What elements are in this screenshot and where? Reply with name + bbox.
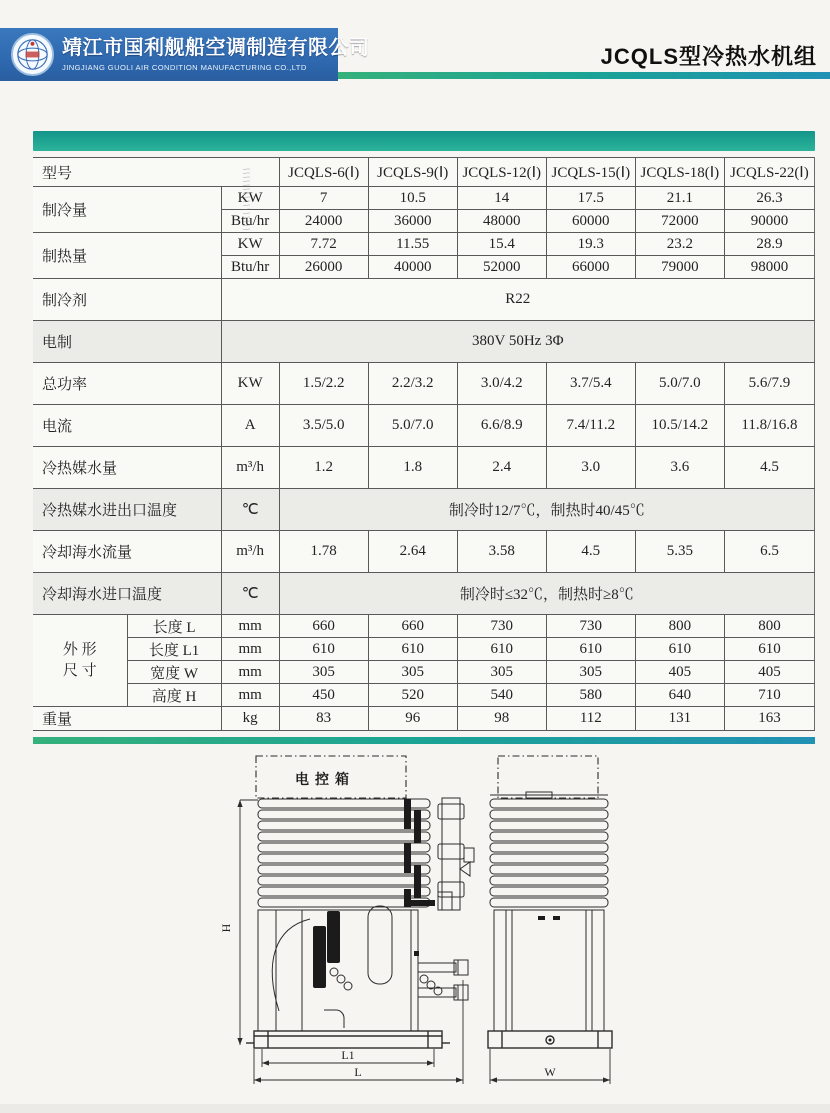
- value-cell: 4.5: [724, 447, 814, 489]
- dimension-w: [490, 1049, 610, 1084]
- page-title: JCQLS型冷热水机组: [600, 44, 817, 69]
- value-cell: R22: [221, 279, 814, 321]
- dimension-l: [254, 980, 463, 1084]
- unit-cell: kg: [221, 707, 279, 731]
- table-row-dim-w: [33, 661, 815, 684]
- value-cell: 14: [457, 187, 546, 210]
- value-cell: 710: [724, 684, 814, 707]
- table-row-refrigerant: [33, 279, 815, 321]
- sub-label: 长度 L: [127, 615, 221, 638]
- row-label: 冷却海水流量: [33, 531, 221, 573]
- value-cell: 1.5/2.2: [279, 363, 368, 405]
- value-cell: 23.2: [635, 233, 724, 256]
- table-row-water-temp: [33, 489, 815, 531]
- front-base: [246, 1031, 450, 1048]
- front-view-drawing: [219, 756, 474, 1084]
- model-header: JCQLS-12(Ⅰ): [457, 158, 546, 187]
- value-cell: 3.6: [635, 447, 724, 489]
- value-cell: 40000: [368, 256, 457, 279]
- spec-table: [33, 157, 815, 731]
- dimension-h-label: H: [219, 923, 233, 933]
- value-cell: 1.2: [279, 447, 368, 489]
- value-cell: 305: [546, 661, 635, 684]
- value-cell: 610: [368, 638, 457, 661]
- table-row-power-supply: [33, 321, 815, 363]
- value-cell: 800: [724, 615, 814, 638]
- value-cell: 5.0/7.0: [368, 405, 457, 447]
- value-cell: 15.4: [457, 233, 546, 256]
- value-cell: 5.6/7.9: [724, 363, 814, 405]
- value-cell: 380V 50Hz 3Φ: [221, 321, 814, 363]
- table-row-dim-l: [33, 615, 815, 638]
- unit-cell: A: [221, 405, 279, 447]
- row-label: [33, 615, 127, 707]
- value-cell: 制冷时≤32℃，制热时≥8℃: [279, 573, 814, 615]
- value-cell: 11.55: [368, 233, 457, 256]
- value-cell: 660: [279, 615, 368, 638]
- value-cell: 4.5: [546, 531, 635, 573]
- row-label: 冷却海水进口温度: [33, 573, 221, 615]
- value-cell: 3.0: [546, 447, 635, 489]
- unit-cell: KW: [221, 363, 279, 405]
- control-box-label: 电控箱: [295, 771, 355, 787]
- value-cell: 7.4/11.2: [546, 405, 635, 447]
- value-cell: 3.0/4.2: [457, 363, 546, 405]
- banner-text: [62, 31, 370, 72]
- value-cell: 5.35: [635, 531, 724, 573]
- pipe-fittings: [438, 798, 474, 910]
- value-cell: 66000: [546, 256, 635, 279]
- compressors: [313, 911, 419, 988]
- table-row-dim-h: [33, 684, 815, 707]
- value-cell: 26000: [279, 256, 368, 279]
- table-top-band: [33, 131, 815, 151]
- value-cell: 3.7/5.4: [546, 363, 635, 405]
- value-cell: 2.4: [457, 447, 546, 489]
- value-cell: 7: [279, 187, 368, 210]
- value-cell: 450: [279, 684, 368, 707]
- unit-cell: m³/h: [221, 531, 279, 573]
- value-cell: 610: [546, 638, 635, 661]
- side-coil-fins: [490, 792, 608, 907]
- value-cell: 7.72: [279, 233, 368, 256]
- row-label: 制热量: [33, 233, 221, 279]
- value-cell: 305: [279, 661, 368, 684]
- value-cell: 72000: [635, 210, 724, 233]
- value-cell: 52000: [457, 256, 546, 279]
- value-cell: 28.9: [724, 233, 814, 256]
- row-label: 制冷量: [33, 187, 221, 233]
- company-name-cn: 靖江市国利舰船空调制造有限公司: [62, 37, 370, 59]
- sub-label: 宽度 W: [127, 661, 221, 684]
- dim-label-line2: 尺 寸: [62, 662, 97, 679]
- value-cell: 405: [724, 661, 814, 684]
- value-cell: 520: [368, 684, 457, 707]
- value-cell: 5.0/7.0: [635, 363, 724, 405]
- value-cell: 10.5/14.2: [635, 405, 724, 447]
- value-cell: 79000: [635, 256, 724, 279]
- model-header: JCQLS-6(Ⅰ): [279, 158, 368, 187]
- unit-cell: Btu/hr: [221, 210, 279, 233]
- table-row-heating-kw: [33, 233, 815, 256]
- row-label: 制冷剂: [33, 279, 221, 321]
- unit-cell: ℃: [221, 573, 279, 615]
- value-cell: 2.64: [368, 531, 457, 573]
- row-label: 电流: [33, 405, 221, 447]
- dim-label-line1: 外 形: [62, 642, 97, 659]
- unit-cell: mm: [221, 684, 279, 707]
- table-row-seawater-temp: [33, 573, 815, 615]
- value-cell: 83: [279, 707, 368, 731]
- row-label: 电制: [33, 321, 221, 363]
- unit-cell: m³/h: [221, 447, 279, 489]
- unit-cell: KW: [221, 187, 279, 210]
- value-cell: 660: [368, 615, 457, 638]
- company-banner: [0, 28, 370, 81]
- row-label: 冷热媒水进出口温度: [33, 489, 221, 531]
- dimension-l1: [262, 1048, 434, 1067]
- side-view-drawing: [488, 756, 612, 1084]
- value-cell: 60000: [546, 210, 635, 233]
- value-cell: 24000: [279, 210, 368, 233]
- value-cell: 48000: [457, 210, 546, 233]
- table-bottom-accent: [33, 737, 815, 744]
- value-cell: 6.5: [724, 531, 814, 573]
- table-row-total-power: [33, 363, 815, 405]
- dimension-h: [219, 800, 258, 1045]
- value-cell: 610: [457, 638, 546, 661]
- value-cell: 制冷时12/7℃，制热时40/45℃: [279, 489, 814, 531]
- dimension-l1-label: L1: [341, 1048, 355, 1062]
- value-cell: 36000: [368, 210, 457, 233]
- table-row-model: [33, 158, 815, 187]
- value-cell: 610: [724, 638, 814, 661]
- value-cell: 2.2/3.2: [368, 363, 457, 405]
- table-row-dim-l1: [33, 638, 815, 661]
- model-header: JCQLS-15(Ⅰ): [546, 158, 635, 187]
- row-label: 冷热媒水量: [33, 447, 221, 489]
- value-cell: 1.8: [368, 447, 457, 489]
- row-label: 总功率: [33, 363, 221, 405]
- value-cell: 6.6/8.9: [457, 405, 546, 447]
- table-row-cooling-kw: [33, 187, 815, 210]
- unit-cell: mm: [221, 638, 279, 661]
- scan-artifact-mark: [243, 166, 250, 232]
- unit-cell: mm: [221, 615, 279, 638]
- side-base: [488, 1031, 612, 1048]
- unit-cell: Btu/hr: [221, 256, 279, 279]
- value-cell: 3.5/5.0: [279, 405, 368, 447]
- value-cell: 610: [279, 638, 368, 661]
- header-accent-rule: [338, 72, 830, 79]
- technical-drawing: [158, 748, 682, 1110]
- value-cell: 305: [368, 661, 457, 684]
- value-cell: 10.5: [368, 187, 457, 210]
- value-cell: 540: [457, 684, 546, 707]
- value-cell: 1.78: [279, 531, 368, 573]
- value-cell: 26.3: [724, 187, 814, 210]
- sub-label: 长度 L1: [127, 638, 221, 661]
- value-cell: 90000: [724, 210, 814, 233]
- value-cell: 96: [368, 707, 457, 731]
- value-cell: 610: [635, 638, 724, 661]
- value-cell: 98000: [724, 256, 814, 279]
- value-cell: 11.8/16.8: [724, 405, 814, 447]
- value-cell: 98: [457, 707, 546, 731]
- value-cell: 17.5: [546, 187, 635, 210]
- unit-cell: mm: [221, 661, 279, 684]
- company-name-en: JINGJIANG GUOLI AIR CONDITION MANUFACTURING CO.,LTD: [62, 63, 307, 72]
- model-header: JCQLS-22(Ⅰ): [724, 158, 814, 187]
- side-body: [494, 910, 604, 1031]
- dimension-w-label: W: [544, 1065, 556, 1079]
- row-label: 型号: [33, 158, 279, 187]
- value-cell: 640: [635, 684, 724, 707]
- row-label: 重量: [33, 707, 221, 731]
- model-header: JCQLS-9(Ⅰ): [368, 158, 457, 187]
- unit-cell: KW: [221, 233, 279, 256]
- model-header: JCQLS-18(Ⅰ): [635, 158, 724, 187]
- unit-outline-drawing: [158, 748, 682, 1110]
- value-cell: 19.3: [546, 233, 635, 256]
- value-cell: 131: [635, 707, 724, 731]
- company-logo-icon: [10, 32, 55, 77]
- value-cell: 112: [546, 707, 635, 731]
- page-bottom-strip: [0, 1104, 830, 1113]
- sub-label: 高度 H: [127, 684, 221, 707]
- dimension-l-label: L: [354, 1065, 362, 1079]
- value-cell: 405: [635, 661, 724, 684]
- table-row-seawater-flow: [33, 531, 815, 573]
- table-row-current: [33, 405, 815, 447]
- value-cell: 3.58: [457, 531, 546, 573]
- value-cell: 730: [546, 615, 635, 638]
- table-row-weight: [33, 707, 815, 731]
- value-cell: 580: [546, 684, 635, 707]
- value-cell: 163: [724, 707, 814, 731]
- value-cell: 800: [635, 615, 724, 638]
- unit-cell: ℃: [221, 489, 279, 531]
- value-cell: 305: [457, 661, 546, 684]
- table-row-water-flow: [33, 447, 815, 489]
- value-cell: 730: [457, 615, 546, 638]
- value-cell: 21.1: [635, 187, 724, 210]
